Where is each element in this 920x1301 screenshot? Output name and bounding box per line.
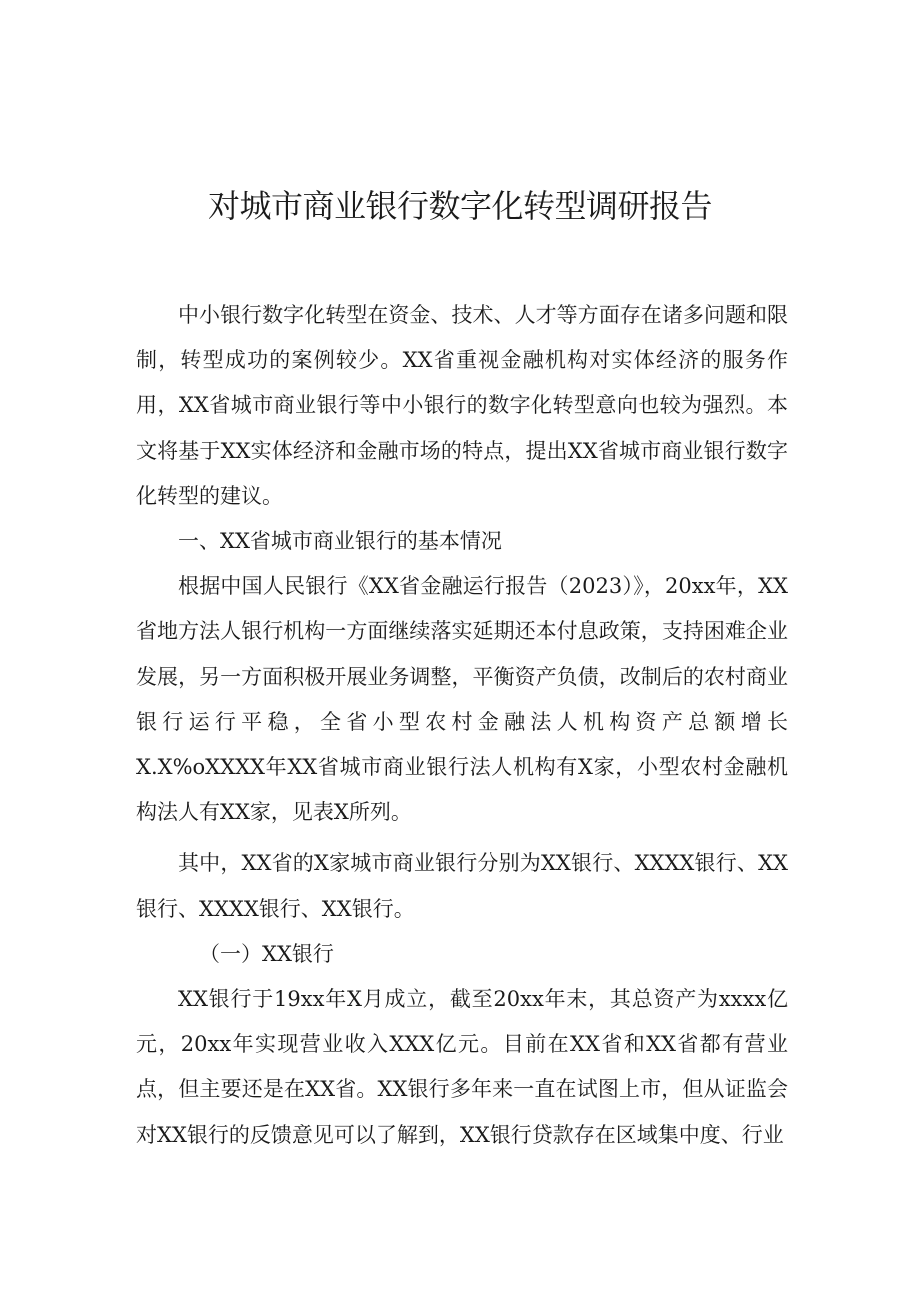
document-title: 对城市商业银行数字化转型调研报告 [207, 187, 712, 225]
subsection-heading-1: （一）XX银行 [199, 941, 334, 966]
paragraph-intro: 中小银行数字化转型在资金、技术、人才等方面存在诸多问题和限制，转型成功的案例较少。XX省重视金融机构对实体经济的服务作用，XX省城市商业银行等中小银行的数字化转型意向也较为强烈。本文将基于XX实体经济和金融市场的特点，提出XX省城市商业银行数字化转型的建议。 [136, 303, 788, 508]
section-heading-1: 一、XX省城市商业银行的基本情况 [178, 529, 502, 554]
paragraph-bank-detail: XX银行于19xx年X月成立，截至20xx年末，其总资产为xxxx亿元，20xx年实现营业收入XXX亿元。目前在XX省和XX省都有营业点，但主要还是在XX省。XX银行多年来一直在试图上市，但从证监会对XX银行的反馈意见可以了解到，XX银行贷款存在区域集中度、行业 [136, 987, 788, 1147]
document-body [136, 293, 788, 1158]
paragraph-bank-list: 其中，XX省的X家城市商业银行分别为XX银行、XXXX银行、XX银行、XXXX银行、XX银行。 [136, 851, 788, 921]
paragraph-basic-situation: 根据中国人民银行《XX省金融运行报告（2023）》，20xx年，XX省地方法人银行机构一方面继续落实延期还本付息政策，支持困难企业发展，另一方面积极开展业务调整，平衡资产负债，改制后的农村商业银行运行平稳，全省小型农村金融法人机构资产总额增长X.X%oXXXX年XX省城市商业银行法人机构有X家，小型农村金融机构法人有XX家，见表X所列。 [136, 574, 788, 825]
